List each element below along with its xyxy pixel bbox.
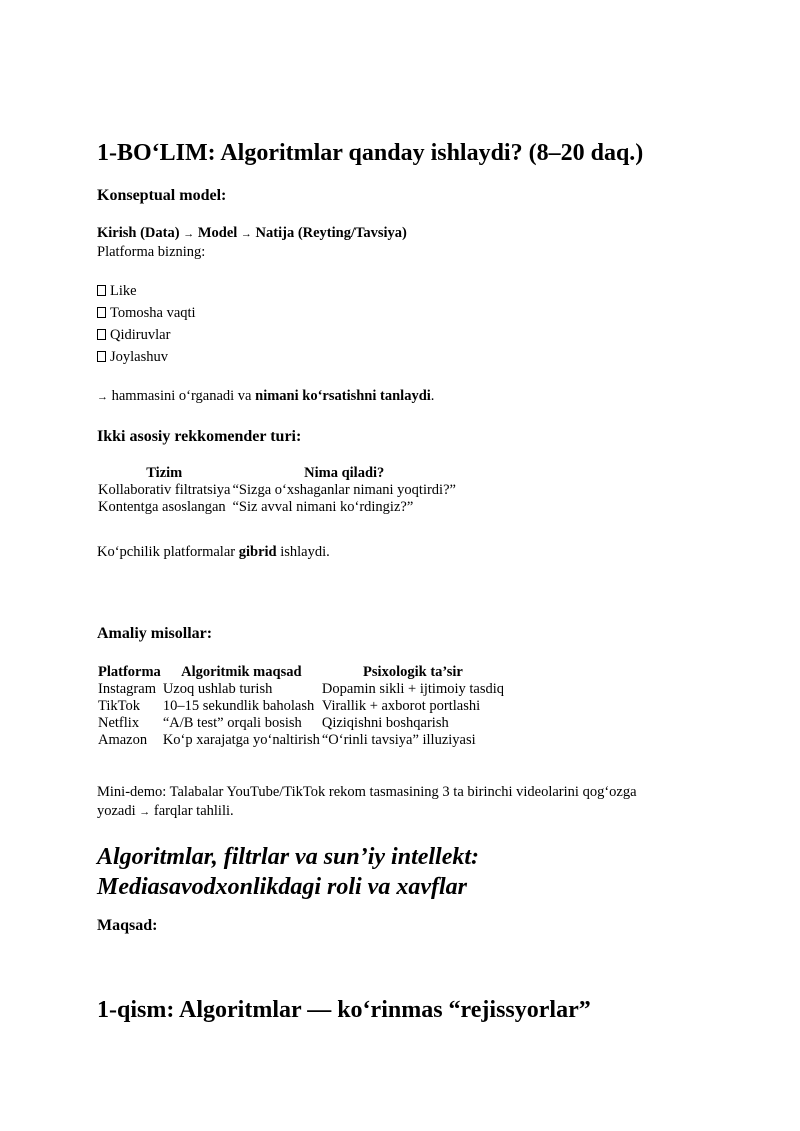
examples-table — [97, 664, 505, 749]
article-title-line1: Algoritmlar, filtrlar va sun’iy intellekt: — [97, 844, 480, 870]
table-cell: “Siz avval nimani ko‘rdingiz?” — [232, 499, 414, 515]
summary-line: → hammasini o‘rganadi va nimani ko‘rsatishni tanlaydi. — [97, 388, 435, 404]
article-title — [97, 842, 737, 902]
table-row — [97, 482, 457, 499]
article-title-line2: Mediasavodxonlikdagi roli va xavflar — [97, 874, 467, 900]
part1-title: 1-qism: Algoritmlar — ko‘rinmas “rejissyorlar” — [97, 997, 591, 1023]
table-cell: Kollaborativ filtratsiya — [98, 482, 231, 498]
table-cell: Qiziqishni boshqarish — [321, 715, 449, 731]
section-title: 1-BO‘LIM: Algoritmlar qanday ishlaydi? (8–20 daq.) — [97, 140, 644, 166]
table-row — [97, 715, 505, 732]
table-cell: Netflix — [98, 715, 140, 731]
model-flow-line — [97, 225, 407, 243]
table-header-cell: Tizim — [146, 465, 183, 481]
table-row — [97, 681, 505, 698]
model-flow-output: Natija (Reyting/Tavsiya) — [255, 225, 407, 241]
arrow-icon: → — [240, 228, 252, 240]
mini-demo-line2: yozadi → farqlar tahlili. — [97, 803, 234, 819]
table-row — [97, 698, 505, 715]
table-cell: Ko‘p xarajatga yo‘naltirish — [162, 732, 320, 748]
table-header-cell: Algoritmik maqsad — [181, 664, 302, 680]
table-cell: 10–15 sekundlik baholash — [162, 698, 315, 714]
list-item: Tomosha vaqti — [97, 305, 196, 322]
arrow-icon: → — [183, 228, 195, 240]
table-cell: “O‘rinli tavsiya” illuziyasi — [321, 732, 476, 748]
missing-glyph-icon — [97, 351, 106, 362]
mini-demo-line1: Mini-demo: Talabalar YouTube/TikTok rekom tasmasining 3 ta birinchi videolarini qog‘ozga — [97, 784, 637, 800]
conceptual-model-heading: Konseptual model: — [97, 187, 227, 204]
list-item: Qidiruvlar — [97, 327, 170, 344]
table-cell: Instagram — [98, 681, 156, 697]
list-item: Like — [97, 283, 137, 300]
model-flow-input: Kirish (Data) — [97, 225, 180, 241]
missing-glyph-icon — [97, 329, 106, 340]
table-cell: Dopamin sikli + ijtimoiy tasdiq — [321, 681, 505, 697]
table-cell: Kontentga asoslangan — [98, 499, 226, 515]
table-cell: Amazon — [98, 732, 148, 748]
table-cell: Virallik + axborot portlashi — [321, 698, 481, 714]
missing-glyph-icon — [97, 307, 106, 318]
table-header-cell: Nima qiladi? — [304, 465, 385, 481]
table-cell: “A/B test” orqali bosish — [162, 715, 302, 731]
table-header-row — [97, 465, 457, 482]
goal-heading: Maqsad: — [97, 917, 158, 934]
recommender-table — [97, 465, 457, 516]
arrow-icon: → — [97, 391, 108, 403]
list-item: Joylashuv — [97, 349, 168, 366]
recommender-heading: Ikki asosiy rekkomender turi: — [97, 428, 302, 445]
table-header-cell: Psixologik ta’sir — [363, 664, 463, 680]
hybrid-emphasis: gibrid — [238, 544, 277, 560]
platform-intro: Platforma bizning: — [97, 244, 206, 260]
table-header-row — [97, 664, 505, 681]
table-cell: TikTok — [98, 698, 140, 714]
table-cell: “Sizga o‘xshaganlar nimani yoqtirdi?” — [232, 482, 456, 498]
hybrid-note: Ko‘pchilik platformalar gibrid ishlaydi. — [97, 544, 330, 560]
examples-heading: Amaliy misollar: — [97, 625, 213, 642]
table-row — [97, 499, 457, 516]
missing-glyph-icon — [97, 285, 106, 296]
table-header-cell: Platforma — [98, 664, 161, 680]
summary-emphasis: nimani ko‘rsatishni tanlaydi — [255, 388, 431, 404]
model-flow-model: Model — [197, 225, 238, 241]
table-cell: Uzoq ushlab turish — [162, 681, 273, 697]
table-row — [97, 732, 505, 749]
arrow-icon: → — [139, 806, 151, 818]
